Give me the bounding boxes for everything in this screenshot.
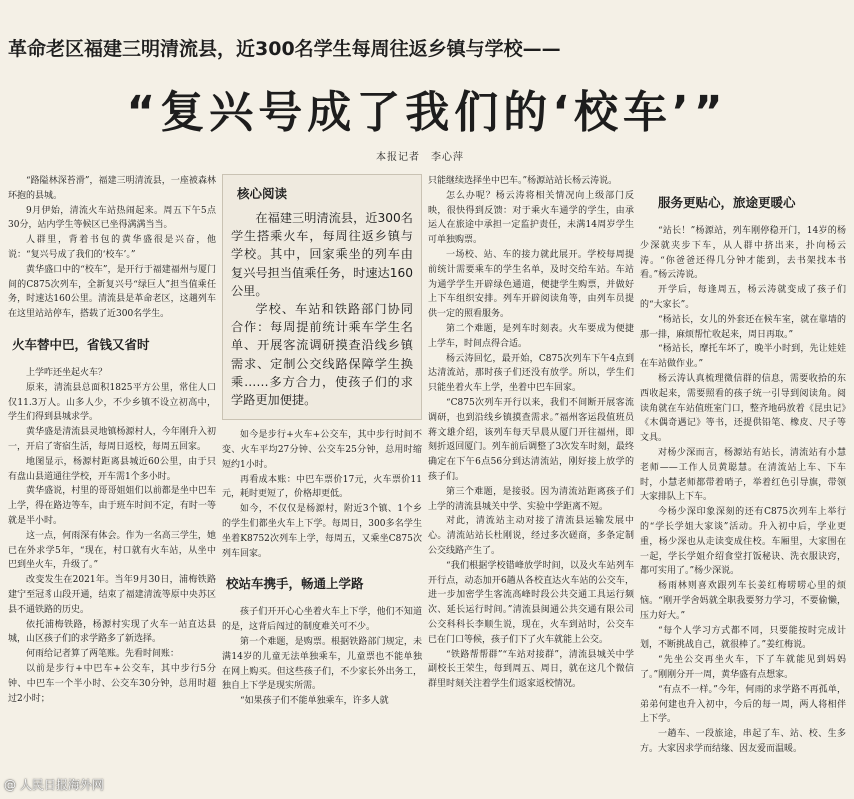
- paragraph: “如果孩子们不能单独乘车，许多人就: [240, 696, 389, 707]
- paragraph: 改变发生在2021年。当年9月30日，浦梅铁路建宁至冠豸山段开通，结束了福建清流等原中央苏区县不通铁路的历史。: [8, 575, 216, 615]
- article-column-1: [8, 174, 216, 794]
- paragraph: 第一个难题，是购票。根据铁路部门规定，未满14岁的儿童无法单独乘车，儿童票也不能单独在网上购买。但这些孩子们，不少家长外出务工，独自上下学是现实所需。: [222, 637, 422, 692]
- headline: “复兴号成了我们的‘校车’”: [126, 87, 728, 138]
- paragraph: 黄华盛是清流县灵地镇杨源村人，今年刚升入初一，开启了寄宿生活，每周日返校，每周五回家。: [8, 427, 216, 452]
- paragraph: 只能继续选择坐中巴车。”杨源站站长杨云涛说。: [428, 176, 618, 186]
- paragraph: 一趟车、一段旅途，串起了车、站、校、生多方。大家因求学而结缘、因友爱而温暖。: [640, 729, 846, 754]
- paragraph: 对此，清流站主动对接了清流县运输发展中心。清流站站长杜刚说，经过多次磋商，多条定制公交线路产生了。: [428, 516, 634, 556]
- paragraph: 9月伊始，清流火车站热闹起来。周五下午5点30分，站内学生等候区已坐得满满当当。: [8, 205, 216, 231]
- article-column-3: [428, 174, 634, 794]
- paragraph: 地图显示，杨源村距离县城近60公里，由于只有盘山县道通往学校，开车需1个多小时。: [8, 456, 216, 482]
- paragraph: 以前是步行+中巴车+公交车，其中步行5分钟、中巴车一个半小时、公交车30分钟，总用时超过2小时；: [8, 663, 216, 704]
- paragraph: 一场校、站、车的接力就此展开。学校每周提前统计需要乘车的学生名单，及时交给车站。车站为通学学生开辟绿色通道，便捷学生购票，并做好上下车组织安排。列车开辟阅读角等，由列车员提供一定的照看服务。: [428, 249, 634, 320]
- core-reading-box: [222, 174, 422, 420]
- paragraph: 第三个难题，是接驳。因为清流站距离孩子们上学的清流县城关中学、实验中学距离不短。: [428, 486, 634, 512]
- article-column-2: [222, 174, 422, 794]
- byline: 本报记者 李心萍: [376, 152, 464, 163]
- core-reading-paragraph: 学校、车站和铁路部门协同合作：每周提前统计乘车学生名单、开展客流调研摸查沿线乡镇需求、定制公交线路保障学生换乘……多方合力，使孩子们的求学路更加便捷。: [231, 302, 413, 408]
- section-heading-train-replaces-bus: 火车替中巴，省钱又省时: [12, 336, 150, 352]
- paragraph: 原来，清流县总面积1825平方公里，常住人口仅11.3万人。山多人少，不少乡镇不设立初高中，学生们得到县城求学。: [8, 382, 216, 423]
- paragraph: 第二个难题，是列车时刻表。火车要成为便捷上学车，时间点得合适。: [428, 323, 634, 349]
- paragraph: 这一点，何雨深有体会。作为一名高三学生，她已在外求学5年，“现在，村口就有火车站，从坐中巴到坐火车，升级了。”: [8, 530, 216, 571]
- paragraph: 怎么办呢？杨云涛将相关情况向上级部门反映，很快得到反馈：对于乘火车通学的学生，由承运人在旅途中承担一定监护责任，未满14周岁学生可单独购票。: [428, 190, 634, 246]
- paragraph: 如今，不仅仅是杨源村，附近3个镇、1个乡的学生们都坐火车上下学。每周日，300多名学生坐着K8752次列车上学，每周五，又乘坐C875次列车回家。: [222, 504, 422, 559]
- source-watermark: @ 人民日报海外网: [4, 778, 104, 792]
- paragraph: 杨雨林则喜欢跟列车长姜红梅唠唠心里的烦恼。“刚开学舍妈就全职我要努力学习，不要偷懒，压力好大。”: [640, 581, 846, 621]
- paragraph: “每个人学习方式都不同，只要能按时完成计划，不断挑战自己，就很棒了。”姜红梅说。: [640, 625, 846, 651]
- paragraph: “路隘林深苔滑”，福建三明清流县，一座被森林环抱的县城。: [8, 176, 216, 201]
- paragraph: 何雨给记者算了两笔账。先看时间账：: [26, 649, 180, 660]
- paragraph: 再看成本账：中巴车票价17元，火车票价11元，耗时更短了，价格却更低。: [222, 474, 422, 500]
- paragraph: 孩子们开开心心坐着火车上下学，他们不知道的是，这背后闯过的制度难关可不少。: [222, 607, 422, 633]
- kicker-subtitle: 革命老区福建三明清流县，近300名学生每周往返乡镇与学校——: [8, 38, 561, 60]
- paragraph: “铁路帮帮群”“车站对接群”，清流县城关中学副校长王荣生，每到周五、周日，就在这几个微信群里时刻关注着学生们返家返校情况。: [428, 649, 634, 690]
- paragraph: 开学后，每逢周五，杨云涛就变成了孩子们的“大家长”。: [640, 285, 846, 310]
- paragraph: “杨站长，女儿的外套还在候车室，就在靠墙的那一排，麻烦帮忙收起来，周日再取。”: [640, 314, 846, 340]
- paragraph: “C875次列车开行以来，我们不间断开展客流调研，也到沿线乡镇摸查需求。”福州客运段值班员蒋文雄介绍，该列车每天早晨从厦门开往福州，即刻折返回厦门。列车前后调整了3次发车时刻，最终确定在下午6点56分到达清流站，刚好接上放学的孩子们。: [428, 397, 634, 482]
- paragraph: “杨站长，摩托车坏了，晚半小时到，先让娃娃在车站做作业。”: [640, 344, 846, 370]
- paragraph: 杨云涛回忆，最开始，C875次列车下午4点到达清流站，那时孩子们还没有放学。所以，学生们只能坐着火车上学，坐着中巴车回家。: [428, 353, 634, 394]
- paragraph: “站长！”杨源站，列车刚停稳开门，14岁的杨少深就夹步下车，从人群中挤出来，扑向杨云涛。“你爸爸还得几分钟才能到，去书架找本书看。”杨云涛说。: [640, 226, 846, 281]
- section-heading-better-service: 服务更贴心，旅途更暖心: [658, 195, 796, 210]
- paragraph: “先坐公交再坐火车，下了车就能见到妈妈了。”刚刚分开一周，黄华盛有点想家。: [640, 655, 846, 680]
- paragraph: 杨云涛认真梳理微信群的信息，需要收拾的东西收起来，需要照看的孩子统一引导到阅读角。阅读角就在车站值班室门口，整齐地码放着《昆虫记》《木偶奇遇记》等书，还提供铅笔、橡皮、尺子等文具。: [640, 373, 846, 444]
- paragraph: 上学咋还坐起火车？: [26, 367, 108, 378]
- paragraph: 如今是步行+火车+公交车，其中步行时间不变、火车平均27分钟、公交车25分钟，总用时缩短约1小时。: [222, 430, 422, 470]
- core-reading-paragraph: 在福建三明清流县，近300名学生搭乘火车，每周往返乡镇与学校。其中，回家乘坐的列车由复兴号担当值乘任务，时速达160公里。: [231, 211, 413, 298]
- core-reading-title: 核心阅读: [237, 186, 288, 201]
- paragraph: 对杨少深而言，杨源站有站长，清流站有小慧老师——工作人员黄聪慧。在清流站上车、下车时，小慧老师都带着哨子，举着红色引导旗，带领大家排队上下车。: [640, 447, 846, 503]
- paragraph: 依托浦梅铁路，杨源村实现了火车一站直达县城，山区孩子们的求学路多了新选择。: [8, 619, 216, 645]
- paragraph: 黄华盛口中的“校车”，是开行于福建福州与厦门间的C875次列车，全新复兴号“绿巨人”担当值乘任务，时速达160公里。清流县是革命老区，这趟列车在这里站站停车，搭载了近300名学生。: [8, 264, 216, 320]
- paragraph: 人群里，背着书包的黄华盛很是兴奋，他说：“复兴号成了我们的‘校车’。”: [8, 235, 216, 260]
- section-heading-school-station-cooperation: 校站车携手，畅通上学路: [226, 576, 364, 592]
- paragraph: “我们根据学校错峰放学时间，以及火车站列车开行点，动态加开6趟从各校直达火车站的公交车，进一步加密学生客流高峰时段公共交通工具运行频次、延长运行时间。”清流县闽通公共交通有限公司公交科科长李顺生说，现在，火车到站时，公交车已在门口等候，孩子们下了火车就能上公交。: [428, 560, 634, 645]
- article-column-4: [640, 174, 846, 794]
- paragraph: “有点不一样。”今年，何雨的求学路不再孤单，弟弟何建也升入初中，今后的每一周，两人将相伴上下学。: [640, 684, 846, 725]
- paragraph: 黄华盛说，村里的哥哥姐姐们以前都是坐中巴车上学，得在路边等车，由于班车时间不定，有时一等就是半小时。: [8, 486, 216, 526]
- paragraph: 今杨少深印象深刻的还有C875次列车上举行的“学长学姐大家谈”活动。升入初中后，学业更重，杨少深也从走读变成住校。车厢里，大家围在一起，学长学姐介绍食堂打饭秘诀、洗衣服诀窍，都可实用了。”杨少深说。: [640, 507, 846, 577]
